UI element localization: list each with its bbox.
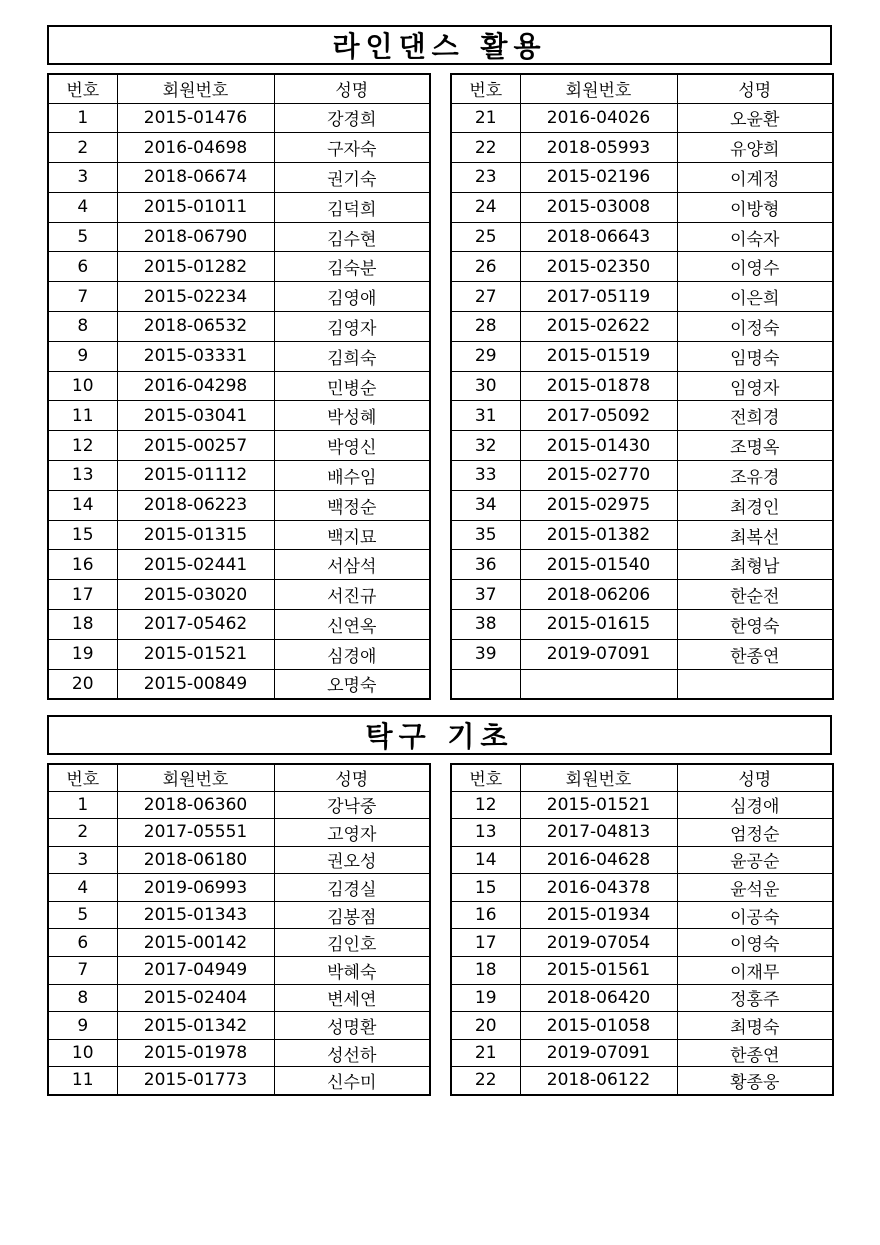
row-number: 9 [48,1012,117,1040]
header-no: 번호 [451,74,520,103]
row-number: 39 [451,639,520,669]
member-name: 최복선 [677,520,833,550]
member-id: 2015-01011 [117,192,274,222]
member-id: 2018-06790 [117,222,274,252]
table-row [451,341,833,371]
row-number: 18 [451,957,520,985]
member-id: 2015-01521 [117,639,274,669]
header-no: 번호 [48,764,117,791]
row-number: 16 [451,901,520,929]
row-number: 10 [48,371,117,401]
row-number: 15 [451,874,520,902]
table-row [451,550,833,580]
member-name: 심경애 [274,639,430,669]
member-id: 2016-04698 [117,133,274,163]
row-number: 32 [451,431,520,461]
table-row [48,1067,430,1095]
member-id: 2017-04813 [520,819,677,847]
table-row [451,401,833,431]
table-row [451,1039,833,1067]
table-row [451,163,833,193]
member-id: 2015-03020 [117,580,274,610]
member-name: 구자숙 [274,133,430,163]
member-id: 2015-01315 [117,520,274,550]
member-name: 김수현 [274,222,430,252]
table-tennis-table-right [450,763,834,1096]
row-number: 35 [451,520,520,550]
row-number: 6 [48,929,117,957]
member-id: 2018-06223 [117,490,274,520]
member-id: 2015-02622 [520,312,677,342]
row-number: 25 [451,222,520,252]
member-name: 권오성 [274,846,430,874]
member-name: 이공숙 [677,901,833,929]
member-name: 박혜숙 [274,957,430,985]
member-name: 백지묘 [274,520,430,550]
member-name: 이방형 [677,192,833,222]
table-row [451,252,833,282]
member-id: 2015-03008 [520,192,677,222]
member-id: 2018-06532 [117,312,274,342]
table-row [48,163,430,193]
section-title-table-tennis: 탁구 기초 [47,715,832,755]
table-row [451,461,833,491]
member-id: 2015-01112 [117,461,274,491]
member-name: 이계정 [677,163,833,193]
member-name: 최명숙 [677,1012,833,1040]
member-id: 2017-04949 [117,957,274,985]
member-id: 2015-01615 [520,610,677,640]
header-member-id: 회원번호 [520,74,677,103]
table-row [48,341,430,371]
member-id: 2015-02404 [117,984,274,1012]
member-name: 김덕희 [274,192,430,222]
row-number: 4 [48,192,117,222]
table-row [451,901,833,929]
member-id: 2019-07091 [520,1039,677,1067]
member-name: 전희경 [677,401,833,431]
table-row [451,791,833,819]
row-number: 3 [48,846,117,874]
table-row [451,371,833,401]
row-number [451,669,520,699]
member-name: 박영신 [274,431,430,461]
table-row [451,846,833,874]
member-name: 조유경 [677,461,833,491]
table-row [48,984,430,1012]
header-no: 번호 [451,764,520,791]
table-row [451,490,833,520]
table-row [48,133,430,163]
row-number: 5 [48,222,117,252]
table-row [451,874,833,902]
member-id: 2015-00142 [117,929,274,957]
table-row [48,957,430,985]
row-number: 16 [48,550,117,580]
member-id: 2015-01519 [520,341,677,371]
member-name: 이숙자 [677,222,833,252]
header-name: 성명 [274,74,430,103]
member-name: 민병순 [274,371,430,401]
header-member-id: 회원번호 [117,74,274,103]
member-name: 김숙분 [274,252,430,282]
member-id: 2018-06674 [117,163,274,193]
table-row [451,639,833,669]
member-id: 2019-07091 [520,639,677,669]
row-number: 24 [451,192,520,222]
member-name: 신수미 [274,1067,430,1095]
member-name: 이영수 [677,252,833,282]
header-row [48,74,430,103]
table-row [48,222,430,252]
member-id: 2015-01934 [520,901,677,929]
table-row [48,1012,430,1040]
member-name: 이영숙 [677,929,833,957]
row-number: 11 [48,401,117,431]
member-name: 정홍주 [677,984,833,1012]
member-name: 윤석운 [677,874,833,902]
row-number: 21 [451,1039,520,1067]
member-name: 심경애 [677,791,833,819]
member-id: 2019-07054 [520,929,677,957]
member-id: 2018-06122 [520,1067,677,1095]
member-id: 2015-01343 [117,901,274,929]
member-name: 윤공순 [677,846,833,874]
member-id: 2019-06993 [117,874,274,902]
header-no: 번호 [48,74,117,103]
table-row [48,1039,430,1067]
member-name: 조명옥 [677,431,833,461]
member-name: 임명숙 [677,341,833,371]
row-number: 15 [48,520,117,550]
row-number: 7 [48,282,117,312]
header-row [48,764,430,791]
member-id: 2015-01382 [520,520,677,550]
member-id: 2017-05551 [117,819,274,847]
row-number: 14 [451,846,520,874]
header-member-id: 회원번호 [117,764,274,791]
member-id: 2015-01978 [117,1039,274,1067]
member-id: 2017-05119 [520,282,677,312]
line-dance-table-right [450,73,834,700]
member-id: 2016-04026 [520,103,677,133]
member-id: 2015-03331 [117,341,274,371]
table-row [48,371,430,401]
member-name: 성선하 [274,1039,430,1067]
table-row [48,431,430,461]
row-number: 17 [48,580,117,610]
table-row [48,846,430,874]
table-row [451,580,833,610]
member-name: 임영자 [677,371,833,401]
member-name: 유양희 [677,133,833,163]
member-id: 2018-06360 [117,791,274,819]
member-name: 이정숙 [677,312,833,342]
member-id: 2015-02770 [520,461,677,491]
row-number: 12 [48,431,117,461]
table-row [48,490,430,520]
member-id: 2015-02234 [117,282,274,312]
header-name: 성명 [677,764,833,791]
member-id [520,669,677,699]
table-row [48,461,430,491]
member-id: 2018-06643 [520,222,677,252]
table-row [451,192,833,222]
row-number: 29 [451,341,520,371]
member-id: 2015-01561 [520,957,677,985]
table-row [451,669,833,699]
member-id: 2015-02350 [520,252,677,282]
table-row [451,1012,833,1040]
table-row [48,580,430,610]
row-number: 6 [48,252,117,282]
member-name: 김경실 [274,874,430,902]
member-name: 서삼석 [274,550,430,580]
table-row [48,669,430,699]
member-id: 2018-05993 [520,133,677,163]
table-row [451,929,833,957]
table-tennis-table-left [47,763,431,1096]
row-number: 28 [451,312,520,342]
member-name: 김희숙 [274,341,430,371]
row-number: 13 [48,461,117,491]
table-row [48,874,430,902]
row-number: 8 [48,312,117,342]
member-name: 이재무 [677,957,833,985]
table-row [48,550,430,580]
member-id: 2015-02196 [520,163,677,193]
table-row [451,431,833,461]
row-number: 36 [451,550,520,580]
row-number: 33 [451,461,520,491]
header-member-id: 회원번호 [520,764,677,791]
row-number: 19 [48,639,117,669]
member-name: 김영애 [274,282,430,312]
row-number: 22 [451,1067,520,1095]
member-id: 2015-01773 [117,1067,274,1095]
member-name: 한종연 [677,639,833,669]
table-row [48,929,430,957]
row-number: 12 [451,791,520,819]
table-row [451,282,833,312]
row-number: 31 [451,401,520,431]
row-number: 11 [48,1067,117,1095]
table-row [48,819,430,847]
header-row [451,74,833,103]
member-id: 2015-01521 [520,791,677,819]
member-name: 최경인 [677,490,833,520]
member-id: 2015-01476 [117,103,274,133]
member-name: 한순전 [677,580,833,610]
row-number: 18 [48,610,117,640]
line-dance-table-left [47,73,431,700]
table-row [48,192,430,222]
table-row [451,312,833,342]
member-name: 오윤환 [677,103,833,133]
row-number: 37 [451,580,520,610]
row-number: 23 [451,163,520,193]
row-number: 13 [451,819,520,847]
table-row [48,282,430,312]
table-row [48,252,430,282]
member-name: 엄정순 [677,819,833,847]
member-name: 김영자 [274,312,430,342]
header-row [451,764,833,791]
table-row [48,312,430,342]
row-number: 26 [451,252,520,282]
member-name: 배수임 [274,461,430,491]
table-row [48,401,430,431]
row-number: 4 [48,874,117,902]
member-id: 2015-01342 [117,1012,274,1040]
row-number: 34 [451,490,520,520]
row-number: 1 [48,103,117,133]
member-id: 2017-05092 [520,401,677,431]
member-id: 2018-06180 [117,846,274,874]
member-id: 2016-04378 [520,874,677,902]
row-number: 2 [48,819,117,847]
member-id: 2015-00849 [117,669,274,699]
table-row [451,610,833,640]
table-row [451,103,833,133]
member-id: 2015-02975 [520,490,677,520]
table-row [48,520,430,550]
row-number: 19 [451,984,520,1012]
member-name: 한종연 [677,1039,833,1067]
member-id: 2016-04298 [117,371,274,401]
member-id: 2015-03041 [117,401,274,431]
member-name: 김인호 [274,929,430,957]
member-name: 권기숙 [274,163,430,193]
member-name [677,669,833,699]
row-number: 1 [48,791,117,819]
member-name: 백정순 [274,490,430,520]
member-id: 2015-01282 [117,252,274,282]
member-id: 2015-00257 [117,431,274,461]
member-name: 이은희 [677,282,833,312]
member-name: 성명환 [274,1012,430,1040]
member-id: 2015-01878 [520,371,677,401]
member-name: 강낙중 [274,791,430,819]
row-number: 10 [48,1039,117,1067]
table-row [451,819,833,847]
section-title-line-dance: 라인댄스 활용 [47,25,832,65]
row-number: 20 [48,669,117,699]
table-row [48,639,430,669]
table-row [451,222,833,252]
table-row [451,1067,833,1095]
member-name: 한영숙 [677,610,833,640]
row-number: 8 [48,984,117,1012]
member-id: 2016-04628 [520,846,677,874]
table-row [451,957,833,985]
member-name: 서진규 [274,580,430,610]
header-name: 성명 [274,764,430,791]
table-row [48,791,430,819]
member-id: 2017-05462 [117,610,274,640]
member-name: 강경희 [274,103,430,133]
table-row [451,520,833,550]
row-number: 9 [48,341,117,371]
row-number: 30 [451,371,520,401]
row-number: 5 [48,901,117,929]
table-row [451,984,833,1012]
member-name: 최형남 [677,550,833,580]
table-row [48,901,430,929]
member-id: 2018-06206 [520,580,677,610]
row-number: 27 [451,282,520,312]
member-id: 2015-02441 [117,550,274,580]
member-id: 2015-01058 [520,1012,677,1040]
member-name: 김봉점 [274,901,430,929]
row-number: 21 [451,103,520,133]
header-name: 성명 [677,74,833,103]
member-name: 고영자 [274,819,430,847]
table-row [48,610,430,640]
member-id: 2018-06420 [520,984,677,1012]
table-row [451,133,833,163]
member-name: 오명숙 [274,669,430,699]
member-name: 박성혜 [274,401,430,431]
table-row [48,103,430,133]
row-number: 14 [48,490,117,520]
row-number: 22 [451,133,520,163]
member-id: 2015-01430 [520,431,677,461]
member-name: 변세연 [274,984,430,1012]
member-name: 신연옥 [274,610,430,640]
member-id: 2015-01540 [520,550,677,580]
row-number: 17 [451,929,520,957]
row-number: 7 [48,957,117,985]
row-number: 2 [48,133,117,163]
row-number: 38 [451,610,520,640]
row-number: 20 [451,1012,520,1040]
member-name: 황종웅 [677,1067,833,1095]
row-number: 3 [48,163,117,193]
